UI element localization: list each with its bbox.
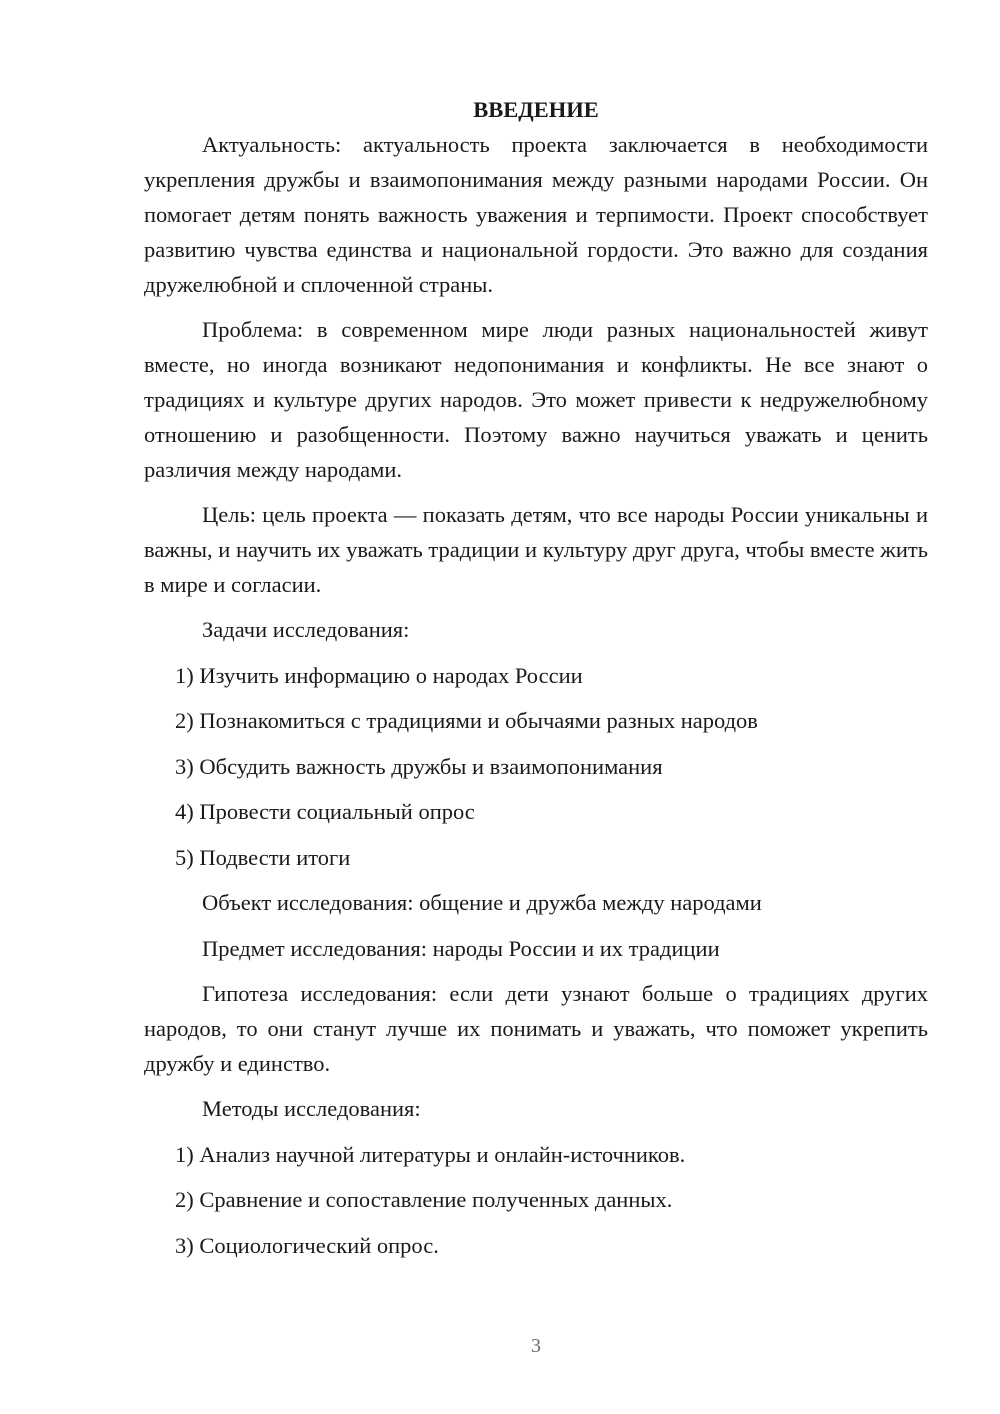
page-content	[144, 92, 928, 1273]
tasks-heading: Задачи исследования:	[202, 617, 410, 642]
subject-line: Предмет исследования: народы России и их традиции	[202, 935, 720, 961]
list-item: 3) Обсудить важность дружбы и взаимопонимания	[175, 753, 663, 779]
list-item: 4) Провести социальный опрос	[175, 799, 475, 824]
page-title: ВВЕДЕНИЕ	[473, 97, 599, 122]
list-item: 2) Познакомиться с традициями и обычаями разных народов	[175, 708, 758, 733]
tasks-list	[144, 658, 928, 886]
list-item: 1) Анализ научной литературы и онлайн-источников.	[175, 1141, 686, 1167]
hypothesis-paragraph: Гипотеза исследования: если дети узнают больше о традициях других народов, то они станут лучше их понимать и уважать, что поможет укрепить дружбу и единство.	[144, 981, 928, 1076]
list-item: 1) Изучить информацию о народах России	[175, 662, 583, 688]
methods-heading: Методы исследования:	[202, 1096, 421, 1121]
list-item: 3) Социологический опрос.	[175, 1232, 439, 1258]
methods-list	[144, 1137, 928, 1274]
problem-paragraph: Проблема: в современном мире люди разных национальностей живут вместе, но иногда возникают недопонимания и конфликты. Не все знают о традициях и культуре других народов. Это может привести к недружелюбному отношению и разобщенности. Поэтому важно научиться уважать и ценить различия между народами.	[144, 317, 928, 482]
list-item: 5) Подвести итоги	[175, 844, 351, 870]
page-number: 3	[531, 1335, 541, 1357]
object-line: Объект исследования: общение и дружба между народами	[202, 890, 762, 915]
relevance-paragraph: Актуальность: актуальность проекта заключается в необходимости укрепления дружбы и взаимопонимания между разными народами России. Он помогает детям понять важность уважения и терпимости. Проект способствует развитию чувства единства и национальной гордости. Это важно для создания дружелюбной и сплоченной страны.	[144, 132, 928, 297]
goal-paragraph: Цель: цель проекта — показать детям, что все народы России уникальны и важны, и научить их уважать традиции и культуру друг друга, чтобы вместе жить в мире и согласии.	[144, 502, 928, 597]
list-item: 2) Сравнение и сопоставление полученных данных.	[175, 1187, 673, 1212]
